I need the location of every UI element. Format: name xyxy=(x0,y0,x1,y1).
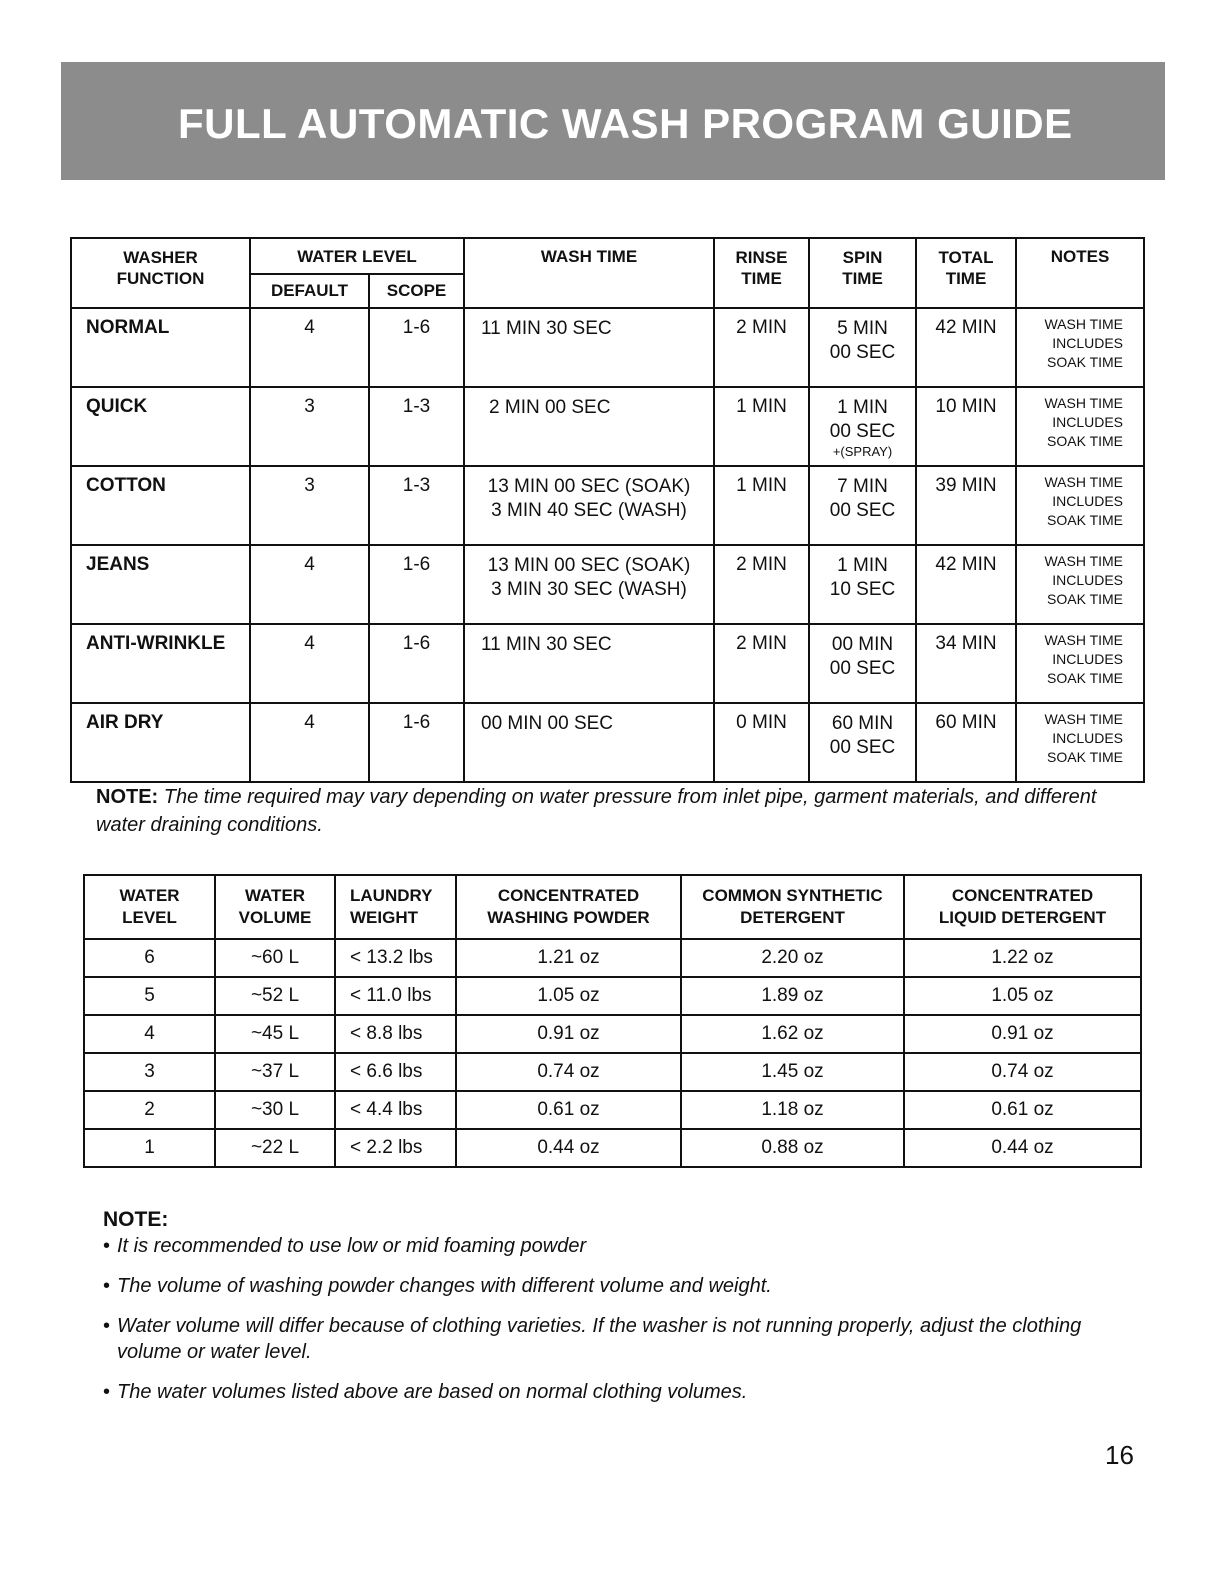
list-item: • The water volumes listed above are based on normal clothing volumes. xyxy=(103,1381,748,1403)
function-name: JEANS xyxy=(71,545,250,624)
rinse-time: 0 MIN xyxy=(714,703,809,782)
table-row xyxy=(84,939,1141,977)
list-item: • The volume of washing powder changes with different volume and weight. xyxy=(103,1275,772,1297)
synthetic-detergent: 0.88 oz xyxy=(681,1129,904,1167)
laundry-weight: < 11.0 lbs xyxy=(335,977,456,1015)
wash-program-table xyxy=(70,237,1145,783)
liquid-detergent: 1.05 oz xyxy=(904,977,1141,1015)
default-level: 4 xyxy=(250,545,369,624)
spin-time: 5 MIN 00 SEC xyxy=(809,308,916,387)
liquid-detergent: 0.61 oz xyxy=(904,1091,1141,1129)
default-level: 4 xyxy=(250,703,369,782)
spin-time: 1 MIN 00 SEC +(SPRAY) xyxy=(809,387,916,466)
wash-time: 11 MIN 30 SEC xyxy=(464,624,714,703)
synthetic-detergent: 1.18 oz xyxy=(681,1091,904,1129)
program-row-cotton xyxy=(71,466,1144,545)
spin-time: 60 MIN 00 SEC xyxy=(809,703,916,782)
scope-range: 1-6 xyxy=(369,545,464,624)
header-spin-time: SPIN TIME xyxy=(809,238,916,308)
water-volume: ~45 L xyxy=(215,1015,335,1053)
list-item: • Water volume will differ because of clothing varieties. If the washer is not running properly, adjust the clothing volume or water level. xyxy=(103,1315,1082,1363)
washing-powder: 1.05 oz xyxy=(456,977,681,1015)
water-level: 5 xyxy=(84,977,215,1015)
synthetic-detergent: 1.89 oz xyxy=(681,977,904,1015)
notes-cell: WASH TIME INCLUDES SOAK TIME xyxy=(1016,308,1144,387)
page-title: FULL AUTOMATIC WASH PROGRAM GUIDE xyxy=(178,100,1073,147)
total-time: 42 MIN xyxy=(916,545,1016,624)
notes-cell: WASH TIME INCLUDES SOAK TIME xyxy=(1016,624,1144,703)
note-text: The time required may vary depending on water pressure from inlet pipe, garment materials, and different water draining conditions. xyxy=(96,786,1097,836)
header-total-time: TOTAL TIME xyxy=(916,238,1016,308)
timing-note xyxy=(96,783,1136,839)
laundry-weight: < 13.2 lbs xyxy=(335,939,456,977)
rinse-time: 2 MIN xyxy=(714,308,809,387)
wash-time: 00 MIN 00 SEC xyxy=(464,703,714,782)
header-scope: SCOPE xyxy=(369,274,464,308)
total-time: 34 MIN xyxy=(916,624,1016,703)
water-level: 4 xyxy=(84,1015,215,1053)
total-time: 60 MIN xyxy=(916,703,1016,782)
detergent-table xyxy=(83,874,1142,1168)
laundry-weight: < 2.2 lbs xyxy=(335,1129,456,1167)
water-level: 3 xyxy=(84,1053,215,1091)
bullet-icon: • xyxy=(103,1275,111,1297)
list-item: • It is recommended to use low or mid foaming powder xyxy=(103,1235,587,1257)
notes-cell: WASH TIME INCLUDES SOAK TIME xyxy=(1016,387,1144,466)
liquid-detergent: 0.74 oz xyxy=(904,1053,1141,1091)
program-row-anti-wrinkle xyxy=(71,624,1144,703)
synthetic-detergent: 2.20 oz xyxy=(681,939,904,977)
wash-time: 2 MIN 00 SEC xyxy=(464,387,714,466)
rinse-time: 2 MIN xyxy=(714,624,809,703)
liquid-detergent: 0.91 oz xyxy=(904,1015,1141,1053)
notes-cell: WASH TIME INCLUDES SOAK TIME xyxy=(1016,545,1144,624)
default-level: 4 xyxy=(250,308,369,387)
header-wash-time: WASH TIME xyxy=(464,238,714,308)
water-level: 6 xyxy=(84,939,215,977)
page-number: 16 xyxy=(1105,1440,1134,1470)
washing-powder: 0.74 oz xyxy=(456,1053,681,1091)
program-row-air-dry xyxy=(71,703,1144,782)
program-row-normal xyxy=(71,308,1144,387)
function-name: QUICK xyxy=(71,387,250,466)
header-notes: NOTES xyxy=(1016,238,1144,308)
header-default: DEFAULT xyxy=(250,274,369,308)
wash-time: 13 MIN 00 SEC (SOAK) 3 MIN 40 SEC (WASH) xyxy=(464,466,714,545)
header-synthetic-detergent: COMMON SYNTHETIC DETERGENT xyxy=(681,875,904,939)
table-row xyxy=(84,1091,1141,1129)
bullet-icon: • xyxy=(103,1381,111,1403)
wash-time: 11 MIN 30 SEC xyxy=(464,308,714,387)
water-volume: ~52 L xyxy=(215,977,335,1015)
bullet-icon: • xyxy=(103,1235,111,1257)
laundry-weight: < 8.8 lbs xyxy=(335,1015,456,1053)
rinse-time: 2 MIN xyxy=(714,545,809,624)
header-water-volume: WATER VOLUME xyxy=(215,875,335,939)
synthetic-detergent: 1.45 oz xyxy=(681,1053,904,1091)
rinse-time: 1 MIN xyxy=(714,387,809,466)
water-volume: ~22 L xyxy=(215,1129,335,1167)
washing-powder: 1.21 oz xyxy=(456,939,681,977)
header-washing-powder: CONCENTRATED WASHING POWDER xyxy=(456,875,681,939)
table-row xyxy=(84,1053,1141,1091)
synthetic-detergent: 1.62 oz xyxy=(681,1015,904,1053)
spray-note: +(SPRAY) xyxy=(832,444,893,459)
water-volume: ~60 L xyxy=(215,939,335,977)
header-water-level: WATER LEVEL xyxy=(84,875,215,939)
header-water-level: WATER LEVEL xyxy=(250,238,464,274)
header-rinse-time: RINSE TIME xyxy=(714,238,809,308)
notes-cell: WASH TIME INCLUDES SOAK TIME xyxy=(1016,703,1144,782)
spin-time: 7 MIN 00 SEC xyxy=(809,466,916,545)
washing-powder: 0.91 oz xyxy=(456,1015,681,1053)
water-level: 1 xyxy=(84,1129,215,1167)
water-level: 2 xyxy=(84,1091,215,1129)
scope-range: 1-6 xyxy=(369,308,464,387)
liquid-detergent: 1.22 oz xyxy=(904,939,1141,977)
total-time: 10 MIN xyxy=(916,387,1016,466)
recommendations-title: NOTE: xyxy=(103,1208,169,1231)
bullet-icon: • xyxy=(103,1315,111,1337)
program-row-jeans xyxy=(71,545,1144,624)
spin-time: 00 MIN 00 SEC xyxy=(809,624,916,703)
scope-range: 1-6 xyxy=(369,703,464,782)
washing-powder: 0.61 oz xyxy=(456,1091,681,1129)
wash-time: 13 MIN 00 SEC (SOAK) 3 MIN 30 SEC (WASH) xyxy=(464,545,714,624)
default-level: 3 xyxy=(250,387,369,466)
rinse-time: 1 MIN xyxy=(714,466,809,545)
header-liquid-detergent: CONCENTRATED LIQUID DETERGENT xyxy=(904,875,1141,939)
total-time: 42 MIN xyxy=(916,308,1016,387)
header-washer-function: WASHER FUNCTION xyxy=(71,238,250,308)
scope-range: 1-3 xyxy=(369,466,464,545)
laundry-weight: < 4.4 lbs xyxy=(335,1091,456,1129)
function-name: COTTON xyxy=(71,466,250,545)
note-label: NOTE: xyxy=(96,786,159,808)
water-volume: ~30 L xyxy=(215,1091,335,1129)
scope-range: 1-6 xyxy=(369,624,464,703)
function-name: AIR DRY xyxy=(71,703,250,782)
liquid-detergent: 0.44 oz xyxy=(904,1129,1141,1167)
notes-cell: WASH TIME INCLUDES SOAK TIME xyxy=(1016,466,1144,545)
default-level: 4 xyxy=(250,624,369,703)
total-time: 39 MIN xyxy=(916,466,1016,545)
function-name: ANTI-WRINKLE xyxy=(71,624,250,703)
water-volume: ~37 L xyxy=(215,1053,335,1091)
laundry-weight: < 6.6 lbs xyxy=(335,1053,456,1091)
scope-range: 1-3 xyxy=(369,387,464,466)
default-level: 3 xyxy=(250,466,369,545)
spin-time: 1 MIN 10 SEC xyxy=(809,545,916,624)
header-laundry-weight: LAUNDRY WEIGHT xyxy=(335,875,456,939)
recommendations-list xyxy=(103,1233,1123,1419)
table-row xyxy=(84,977,1141,1015)
table-row xyxy=(84,1015,1141,1053)
function-name: NORMAL xyxy=(71,308,250,387)
program-row-quick xyxy=(71,387,1144,466)
washing-powder: 0.44 oz xyxy=(456,1129,681,1167)
table-row xyxy=(84,1129,1141,1167)
